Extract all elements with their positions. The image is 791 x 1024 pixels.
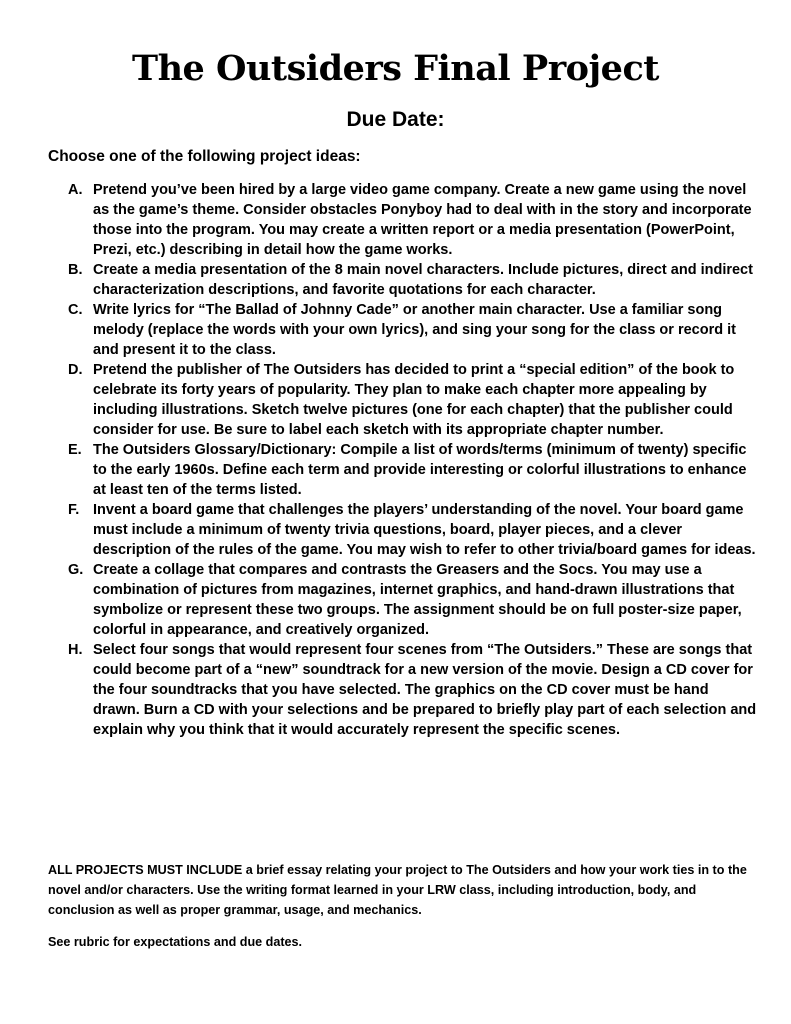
intro-text: Choose one of the following project ideas:	[48, 148, 361, 165]
list-item-text: Select four songs that would represent four scenes from “The Outsiders.” These are songs that could become part of a “new” soundtrack for a new version of the movie. Design a CD cover for the four soundtracks that you have selected. The graphics on the CD cover must be hand drawn. Burn a CD with your selections and be prepared to briefly play part of each selection and explain why you think that it would accurately represent the specific scenes.	[93, 642, 757, 738]
list-item-letter: G.	[68, 562, 84, 578]
project-list	[68, 180, 758, 740]
list-item-letter: A.	[68, 182, 83, 198]
list-item	[68, 560, 758, 640]
list-item-letter: C.	[68, 302, 83, 318]
document-title: The Outsiders Final Project	[132, 48, 659, 89]
list-item-text: Pretend you’ve been hired by a large video game company. Create a new game using the novel as the game’s theme. Consider obstacles Ponyboy had to deal with in the story and incorporate those into the program. You may create a written report or a media presentation (PowerPoint, Prezi, etc.) describing in detail how the game works.	[93, 182, 752, 258]
list-item	[68, 300, 758, 360]
list-item-text: Pretend the publisher of The Outsiders has decided to print a “special edition” of the book to celebrate its forty years of popularity. They plan to make each chapter more appealing by including illustrations. Sketch twelve pictures (one for each chapter) that the publisher could consider for use. Be sure to label each sketch with its appropriate chapter number.	[93, 362, 735, 438]
list-item-letter: E.	[68, 442, 82, 458]
rubric-note: See rubric for expectations and due dates.	[48, 935, 303, 949]
list-item	[68, 440, 758, 500]
list-item	[68, 640, 758, 740]
list-item	[68, 260, 758, 300]
list-item-text: The Outsiders Glossary/Dictionary: Compile a list of words/terms (minimum of twenty) specific to the early 1960s. Define each term and provide interesting or colorful illustrations to enhance at least ten of the terms listed.	[93, 442, 747, 498]
list-item-text: Create a collage that compares and contrasts the Greasers and the Socs. You may use a combination of pictures from magazines, internet graphics, and hand-drawn illustrations that symbolize or represent these two groups. The assignment should be on full poster-size paper, colorful in appearance, and creatively organized.	[93, 562, 742, 638]
list-item-letter: D.	[68, 362, 83, 378]
requirements-paragraph: ALL PROJECTS MUST INCLUDE a brief essay relating your project to The Outsiders and how your work ties in to the novel and/or characters. Use the writing format learned in your LRW class, including introduction, body, and conclusion as well as proper grammar, usage, and mechanics.	[48, 863, 747, 917]
list-item-letter: F.	[68, 502, 80, 518]
list-item	[68, 360, 758, 440]
list-item-letter: B.	[68, 262, 83, 278]
due-date-label: Due Date:	[346, 108, 445, 131]
list-item-letter: H.	[68, 642, 83, 658]
list-item	[68, 180, 758, 260]
list-item-text: Write lyrics for “The Ballad of Johnny Cade” or another main character. Use a familiar song melody (replace the words with your own lyrics), and sing your song for the class or record it and present it to the class.	[93, 302, 736, 358]
list-item	[68, 500, 758, 560]
list-item-text: Invent a board game that challenges the players’ understanding of the novel. Your board game must include a minimum of twenty trivia questions, board, player pieces, and a clever description of the rules of the game. You may wish to refer to other trivia/board games for ideas.	[93, 502, 756, 558]
list-item-text: Create a media presentation of the 8 main novel characters. Include pictures, direct and indirect characterization descriptions, and favorite quotations for each character.	[93, 262, 753, 298]
